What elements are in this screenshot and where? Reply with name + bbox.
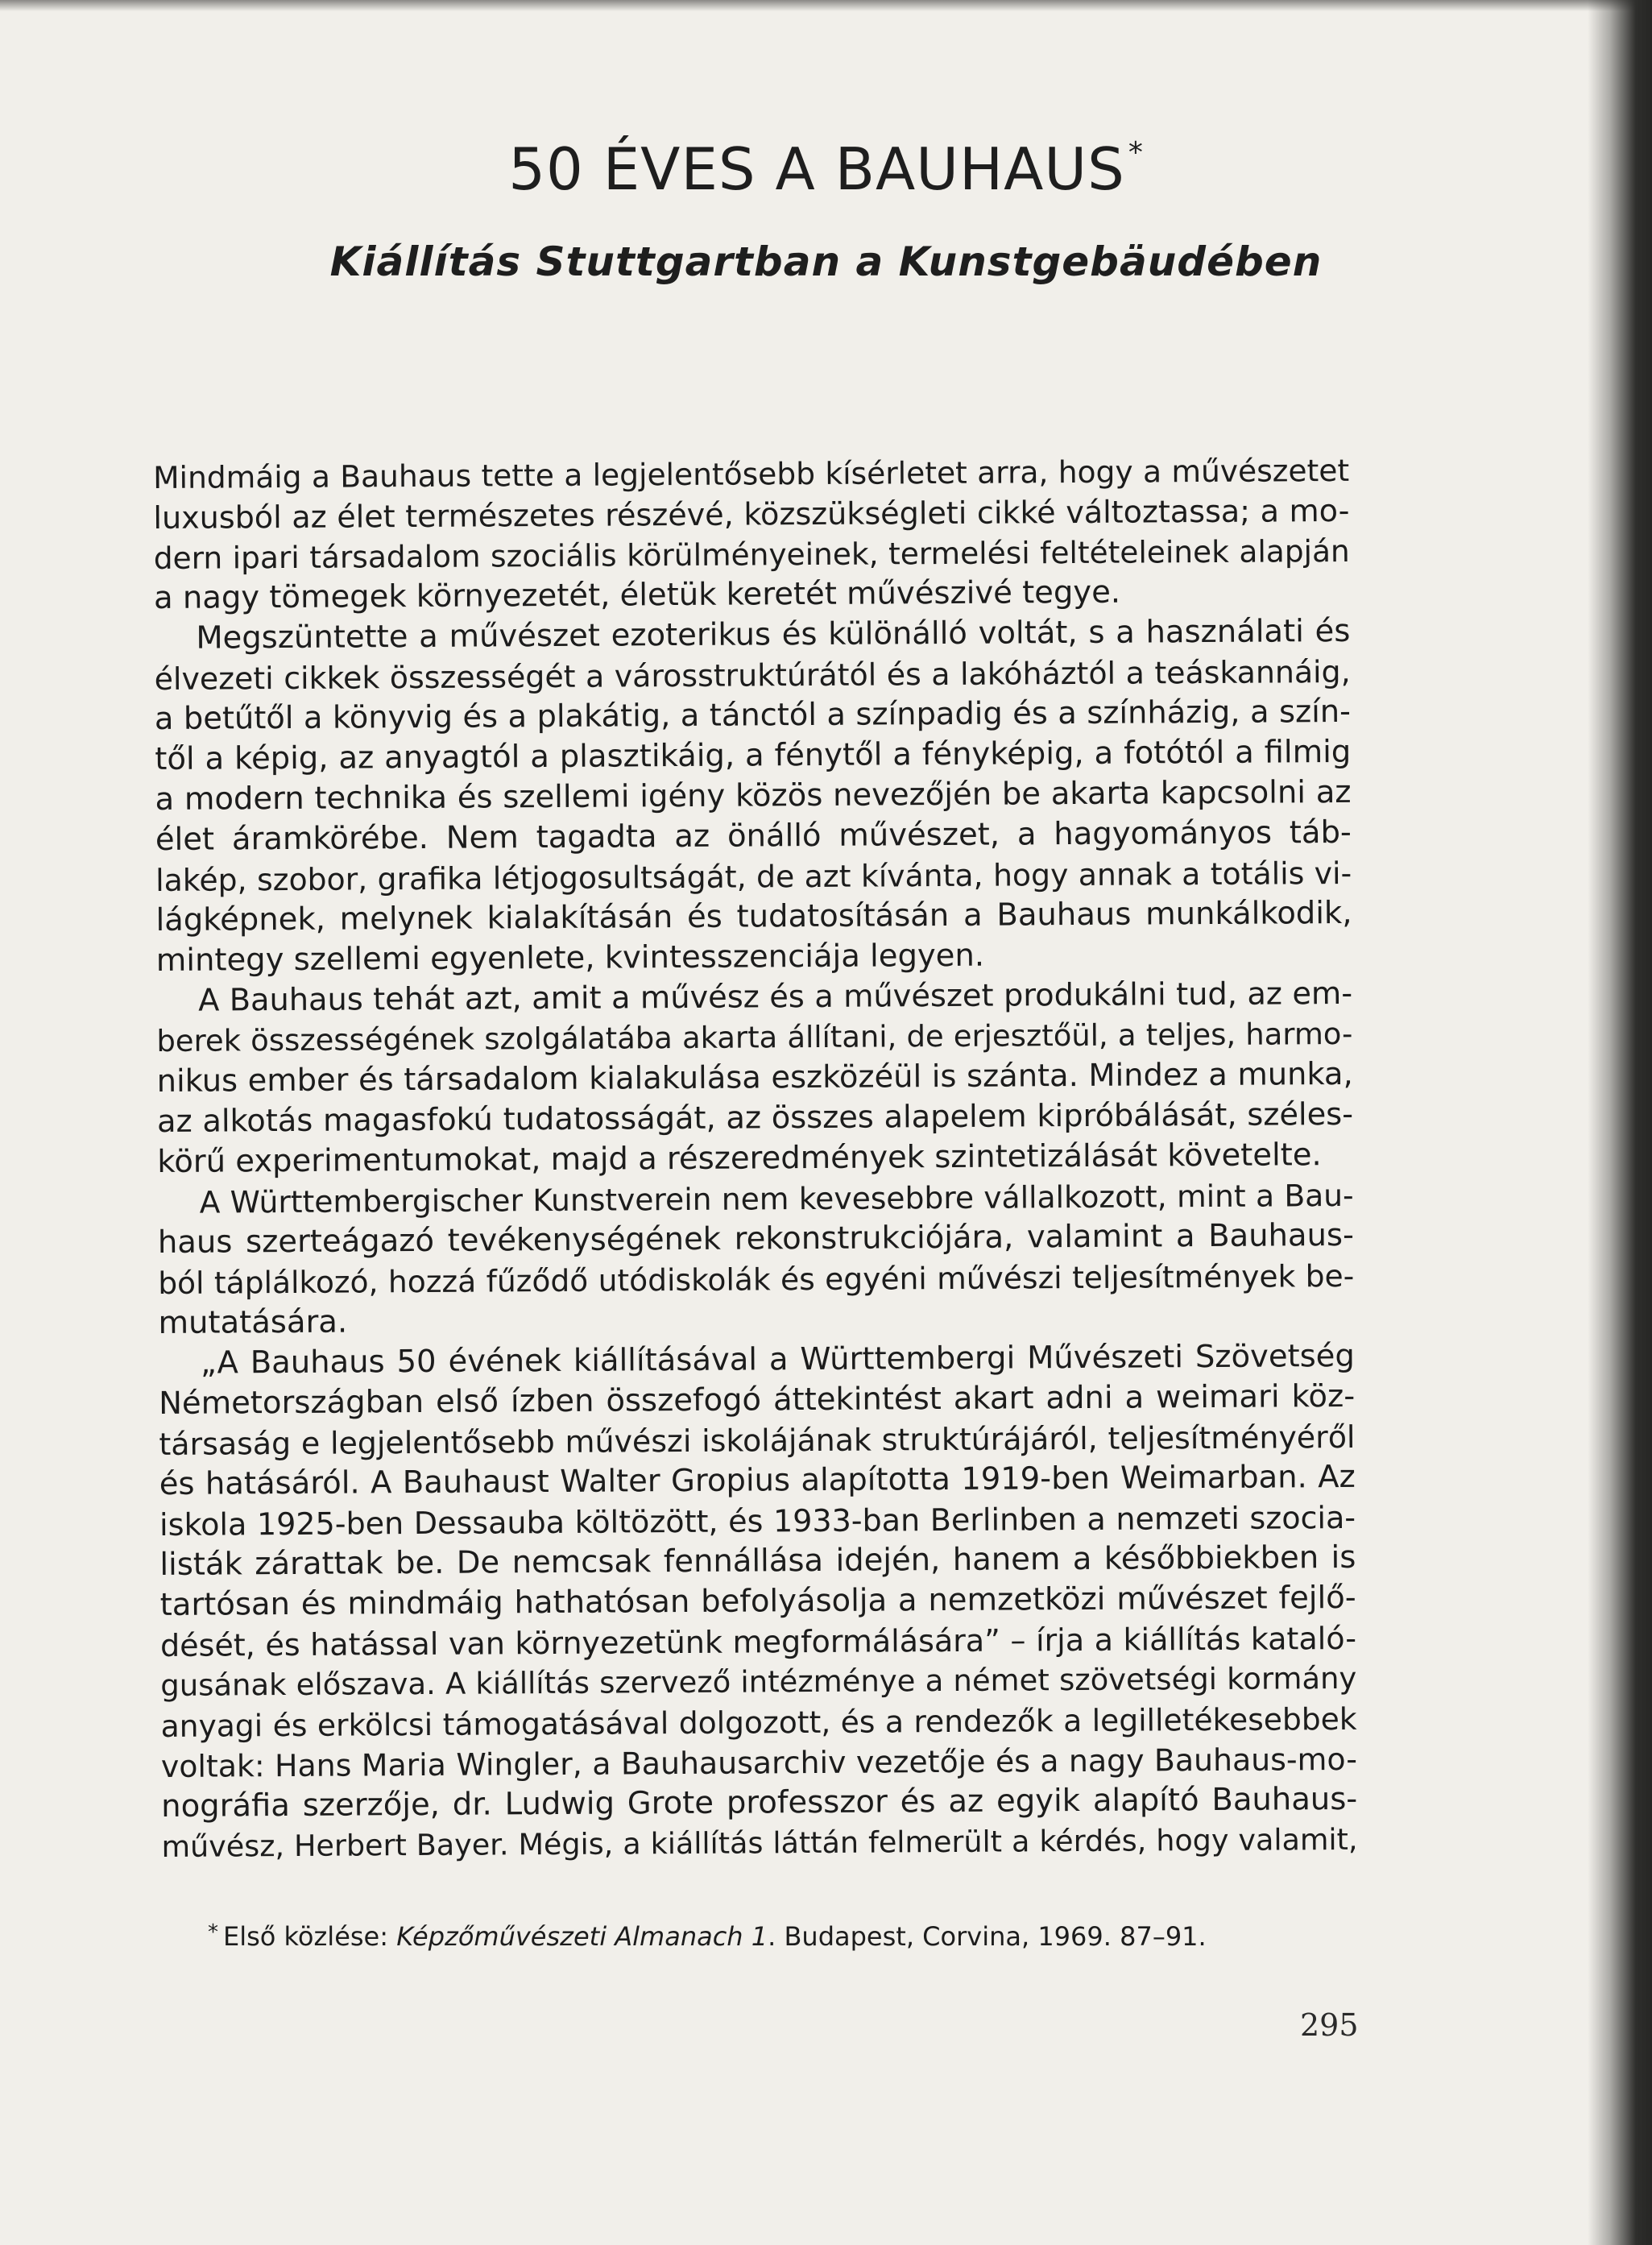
text-line: Németországban első ízben összefogó áttekintést akart adni a weimari köz- [159, 1377, 1356, 1422]
text-line: listák zárattak be. De nemcsak fennállása idején, hanem a későbbiekben is [159, 1539, 1356, 1583]
text-line: anyagi és erkölcsi támogatásával dolgozott, és a rendezők a legilletékesebbek [160, 1700, 1357, 1744]
text-line: luxusból az élet természetes részévé, közszükségleti cikké változtassa; a mo- [153, 492, 1350, 536]
text-line: gusának előszava. A kiállítás szervező intézménye a német szövetségi kormány [160, 1660, 1357, 1703]
text-line: berek összességének szolgálatába akarta állítani, de erjesztőül, a teljes, harmo- [156, 1016, 1353, 1058]
footnote-mark: * [208, 1920, 218, 1945]
text-line: dern ipari társadalom szociális körülményeinek, termelési feltételeinek alapján [153, 532, 1350, 576]
page-number: 295 [1300, 2007, 1359, 2043]
text-line: haus szerteágazó tevékenységének rekonstrukciójára, valamint a Bauhaus- [157, 1216, 1355, 1261]
footnote-source: Képzőművészeti Almanach 1 [396, 1921, 768, 1952]
text-line: nográfia szerzője, dr. Ludwig Grote professzor és az egyik alapító Bauhaus- [161, 1780, 1358, 1825]
page-top-edge [0, 0, 1652, 11]
text-line: Mindmáig a Bauhaus tette a legjelentősebb kísérletet arra, hogy a művészetet [153, 452, 1350, 495]
footnote-prefix: Első közlése: [223, 1921, 397, 1952]
text-line: lágképnek, melynek kialakításán és tudatosításán a Bauhaus munkálkodik, [155, 894, 1352, 938]
text-line: A Bauhaus tehát azt, amit a művész és a művészet produkálni tud, az em- [197, 975, 1353, 1019]
text-line: körű experimentumokat, majd a részeredmények szintetizálását követelte. [157, 1137, 1322, 1180]
text-line: dését, és hatással van környezetünk megformálására” – írja a kiállítás kataló- [159, 1620, 1357, 1663]
text-line: A Württembergischer Kunstverein nem kevesebbre vállalkozott, mint a Bau- [199, 1177, 1354, 1220]
text-line: nikus ember és társadalom kialakulása eszközéül is szánta. Mindez a munka, [156, 1055, 1353, 1100]
text-line: művész, Herbert Bayer. Mégis, a kiállítás láttán felmerült a kérdés, hogy valamit, [161, 1821, 1358, 1864]
page-subtitle: Kiállítás Stuttgartban a Kunstgebäudében [329, 238, 1323, 285]
title-footnote-mark: * [1128, 136, 1144, 169]
text-line: voltak: Hans Maria Wingler, a Bauhausarchiv vezetője és a nagy Bauhaus-mo- [160, 1741, 1358, 1784]
text-line: iskola 1925-ben Dessauba költözött, és 1933-ban Berlinben a nemzeti szocia- [159, 1499, 1356, 1543]
text-line: és hatásáról. A Bauhaust Walter Gropius alapította 1919-ben Weimarban. Az [159, 1458, 1356, 1502]
text-line: mintegy szellemi egyenlete, kvintesszenciája legyen. [155, 937, 985, 979]
footnote [208, 1920, 1207, 1952]
text-line: élet áramkörébe. Nem tagadta az önálló művészet, a hagyományos táb- [155, 814, 1352, 858]
text-line: a betűtől a könyvig és a plakátig, a tánctól a színpadig és a színházig, a szín- [154, 693, 1352, 737]
text-line: az alkotás magasfokú tudatosságát, az összes alapelem kipróbálását, széles- [156, 1096, 1354, 1140]
text-line: Megszüntette a művészet ezoterikus és különálló voltát, s a használati és [196, 612, 1351, 657]
text-line: a modern technika és szellemi igény közös nevezőjén be akarta kapcsolni az [155, 773, 1352, 818]
text-line: élvezeti cikkek összességét a városstruktúrától és a lakóháztól a teáskannáig, [154, 653, 1351, 697]
page-title [0, 135, 1652, 203]
text-line: a nagy tömegek környezetét, életük keretét művészivé tegye. [153, 574, 1121, 616]
text-line: „A Bauhaus 50 évének kiállításával a Württembergi Művészeti Szövetség [200, 1337, 1355, 1381]
binding-shadow [1588, 0, 1652, 2245]
title-text: 50 ÉVES A BAUHAUS [508, 135, 1125, 203]
text-line: lakép, szobor, grafika létjogosultságát, de azt kívánta, hogy annak a totális vi- [155, 855, 1352, 898]
text-line: tartósan és mindmáig hathatósan befolyásolja a nemzetközi művészet fejlő- [159, 1579, 1356, 1623]
text-line: ból táplálkozó, hozzá fűződő utódiskolák és egyéni művészi teljesítmények be- [158, 1257, 1355, 1301]
body-text [153, 450, 1358, 1867]
footnote-suffix: . Budapest, Corvina, 1969. 87–91. [768, 1921, 1207, 1952]
text-line: től a képig, az anyagtól a plasztikáig, a fénytől a fényképig, a fotótól a filmig [155, 733, 1352, 777]
text-line: társaság e legjelentősebb művészi iskolájának struktúrájáról, teljesítményéről [159, 1419, 1356, 1462]
text-line: mutatására. [158, 1303, 348, 1341]
